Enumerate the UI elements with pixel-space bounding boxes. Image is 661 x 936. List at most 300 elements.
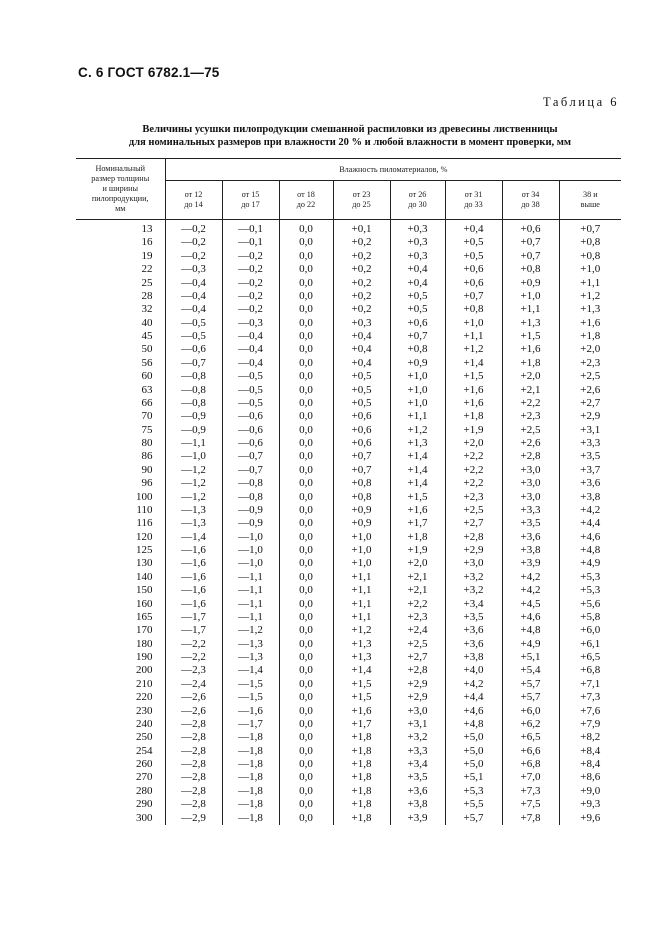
shrinkage-value-cell: +1,1	[333, 598, 390, 611]
shrinkage-value-cell: +0,7	[390, 330, 445, 343]
table-row	[76, 450, 621, 463]
shrinkage-value-cell: +1,2	[333, 624, 390, 637]
shrinkage-value-cell: 0,0	[279, 236, 333, 249]
shrinkage-value-cell: +1,1	[445, 330, 502, 343]
nominal-size-cell: 280	[136, 784, 153, 797]
nominal-size-cell: 63	[141, 383, 153, 396]
shrinkage-value-cell: —1,6	[165, 598, 222, 611]
shrinkage-value-cell: —1,8	[222, 785, 279, 798]
shrinkage-value-cell: +9,0	[559, 785, 621, 798]
shrinkage-value-cell: +8,4	[559, 745, 621, 758]
moisture-column-header-line: 38 и	[582, 190, 598, 199]
shrinkage-value-cell: +0,3	[390, 250, 445, 263]
shrinkage-value-cell: 0,0	[279, 624, 333, 637]
shrinkage-value-cell: —1,6	[222, 705, 279, 718]
shrinkage-value-cell: +2,2	[445, 477, 502, 490]
shrinkage-value-cell: +0,6	[333, 410, 390, 423]
moisture-column-header-line: до 30	[408, 200, 427, 209]
table-row	[76, 691, 621, 704]
shrinkage-value-cell: +2,8	[445, 531, 502, 544]
shrinkage-value-cell: +0,5	[445, 236, 502, 249]
shrinkage-value-cell: +1,4	[390, 477, 445, 490]
shrinkage-value-cell: —1,1	[222, 611, 279, 624]
shrinkage-value-cell: +0,6	[333, 424, 390, 437]
shrinkage-value-cell: +3,7	[559, 464, 621, 477]
shrinkage-value-cell: —2,8	[165, 718, 222, 731]
shrinkage-value-cell: —1,2	[165, 464, 222, 477]
table-row	[76, 638, 621, 651]
nominal-size-cell: 180	[136, 637, 153, 650]
moisture-column-header	[279, 181, 333, 220]
shrinkage-value-cell: +1,1	[333, 584, 390, 597]
moisture-column-header-line: от 26	[408, 190, 427, 199]
shrinkage-value-cell: +3,8	[559, 491, 621, 504]
nominal-size-cell: 130	[136, 557, 153, 570]
shrinkage-value-cell: +5,3	[445, 785, 502, 798]
table-row	[76, 598, 621, 611]
row-header-line: пилопродукции,	[91, 194, 149, 203]
shrinkage-value-cell: +1,5	[390, 491, 445, 504]
table-row	[76, 384, 621, 397]
shrinkage-value-cell: +0,8	[502, 263, 559, 276]
shrinkage-value-cell: +0,2	[333, 277, 390, 290]
shrinkage-value-cell: 0,0	[279, 598, 333, 611]
shrinkage-value-cell: 0,0	[279, 504, 333, 517]
shrinkage-value-cell: +5,0	[445, 745, 502, 758]
shrinkage-value-cell: +0,2	[333, 290, 390, 303]
shrinkage-value-cell: +1,4	[445, 357, 502, 370]
shrinkage-value-cell: +5,7	[502, 691, 559, 704]
shrinkage-value-cell: —2,8	[165, 798, 222, 811]
shrinkage-value-cell: 0,0	[279, 370, 333, 383]
shrinkage-value-cell: —0,6	[165, 343, 222, 356]
shrinkage-value-cell: —0,6	[222, 437, 279, 450]
shrinkage-value-cell: +0,7	[559, 220, 621, 237]
shrinkage-value-cell: —1,1	[222, 584, 279, 597]
table-row	[76, 517, 621, 530]
shrinkage-value-cell: —1,5	[222, 691, 279, 704]
shrinkage-value-cell: 0,0	[279, 705, 333, 718]
shrinkage-value-cell: +3,6	[445, 638, 502, 651]
shrinkage-value-cell: +0,8	[333, 477, 390, 490]
shrinkage-value-cell: —2,8	[165, 745, 222, 758]
shrinkage-value-cell: —0,9	[165, 410, 222, 423]
table-row	[76, 303, 621, 316]
shrinkage-value-cell: 0,0	[279, 277, 333, 290]
shrinkage-value-cell: +3,4	[445, 598, 502, 611]
shrinkage-value-cell: —0,2	[165, 220, 222, 237]
shrinkage-value-cell: +1,3	[502, 317, 559, 330]
shrinkage-value-cell: —0,5	[165, 317, 222, 330]
shrinkage-value-cell: —0,1	[222, 220, 279, 237]
shrinkage-value-cell: +1,8	[333, 758, 390, 771]
shrinkage-value-cell: —0,6	[222, 410, 279, 423]
shrinkage-value-cell: +3,0	[390, 705, 445, 718]
shrinkage-value-cell: +4,0	[445, 664, 502, 677]
shrinkage-value-cell: 0,0	[279, 678, 333, 691]
nominal-size-cell: 70	[141, 410, 153, 423]
shrinkage-value-cell: —0,3	[222, 317, 279, 330]
shrinkage-value-cell: —0,2	[222, 263, 279, 276]
shrinkage-value-cell: +2,0	[445, 437, 502, 450]
nominal-size-cell: 210	[136, 677, 153, 690]
nominal-size-cell: 13	[141, 223, 153, 235]
shrinkage-value-cell: +1,3	[333, 651, 390, 664]
shrinkage-value-cell: +6,5	[559, 651, 621, 664]
moisture-column-header-line: от 15	[241, 190, 260, 199]
shrinkage-value-cell: —0,8	[222, 477, 279, 490]
shrinkage-value-cell: 0,0	[279, 557, 333, 570]
shrinkage-value-cell: +2,2	[445, 464, 502, 477]
moisture-column-header	[559, 181, 621, 220]
row-header-line: и ширины	[102, 184, 138, 193]
shrinkage-value-cell: +1,0	[333, 557, 390, 570]
shrinkage-value-cell: +1,8	[333, 731, 390, 744]
nominal-size-cell: 260	[136, 758, 153, 770]
shrinkage-value-cell: +1,8	[390, 531, 445, 544]
shrinkage-value-cell: —0,5	[222, 370, 279, 383]
nominal-size-cell: 254	[136, 744, 153, 757]
shrinkage-value-cell: +1,0	[333, 531, 390, 544]
shrinkage-value-cell: +5,1	[502, 651, 559, 664]
shrinkage-value-cell: +0,4	[333, 343, 390, 356]
shrinkage-value-cell: +0,7	[502, 236, 559, 249]
moisture-column-header-line: от 18	[297, 190, 315, 199]
table-row	[76, 317, 621, 330]
shrinkage-value-cell: 0,0	[279, 691, 333, 704]
shrinkage-value-cell: +3,8	[390, 798, 445, 811]
shrinkage-value-cell: 0,0	[279, 250, 333, 263]
shrinkage-value-cell: +3,8	[445, 651, 502, 664]
shrinkage-value-cell: 0,0	[279, 330, 333, 343]
shrinkage-value-cell: +2,4	[390, 624, 445, 637]
shrinkage-value-cell: —2,6	[165, 705, 222, 718]
shrinkage-value-cell: +2,2	[445, 450, 502, 463]
table-row	[76, 290, 621, 303]
nominal-size-cell: 45	[141, 330, 153, 342]
shrinkage-value-cell: 0,0	[279, 638, 333, 651]
shrinkage-value-cell: +0,9	[333, 504, 390, 517]
shrinkage-value-cell: +0,1	[333, 220, 390, 237]
shrinkage-value-cell: +1,5	[333, 691, 390, 704]
shrinkage-value-cell: +2,0	[502, 370, 559, 383]
shrinkage-value-cell: +3,2	[390, 731, 445, 744]
shrinkage-value-cell: +0,5	[390, 303, 445, 316]
shrinkage-value-cell: —0,2	[222, 303, 279, 316]
shrinkage-value-cell: +0,8	[390, 343, 445, 356]
shrinkage-value-cell: +0,8	[559, 236, 621, 249]
nominal-size-cell: 75	[141, 423, 153, 436]
shrinkage-value-cell: +0,4	[333, 357, 390, 370]
table-row	[76, 758, 621, 771]
shrinkage-value-cell: 0,0	[279, 544, 333, 557]
nominal-size-cell: 270	[136, 771, 153, 784]
shrinkage-value-cell: +1,6	[559, 317, 621, 330]
shrinkage-value-cell: +4,8	[445, 718, 502, 731]
moisture-column-header	[390, 181, 445, 220]
shrinkage-value-cell: +7,3	[502, 785, 559, 798]
shrinkage-table	[76, 158, 621, 825]
shrinkage-value-cell: —0,2	[222, 250, 279, 263]
shrinkage-value-cell: +7,6	[559, 705, 621, 718]
shrinkage-value-cell: —0,4	[165, 277, 222, 290]
table-row	[76, 343, 621, 356]
shrinkage-value-cell: +0,5	[390, 290, 445, 303]
shrinkage-value-cell: +0,9	[502, 277, 559, 290]
shrinkage-value-cell: +1,0	[390, 397, 445, 410]
nominal-size-cell: 90	[141, 463, 153, 476]
nominal-size-cell: 140	[136, 570, 153, 583]
shrinkage-value-cell: +5,5	[445, 798, 502, 811]
shrinkage-value-cell: +6,0	[502, 705, 559, 718]
shrinkage-value-cell: +1,5	[502, 330, 559, 343]
shrinkage-value-cell: +4,8	[559, 544, 621, 557]
shrinkage-value-cell: +7,0	[502, 771, 559, 784]
shrinkage-value-cell: +3,6	[390, 785, 445, 798]
shrinkage-value-cell: +2,5	[390, 638, 445, 651]
shrinkage-value-cell: —1,3	[165, 517, 222, 530]
shrinkage-value-cell: —1,8	[222, 798, 279, 811]
shrinkage-value-cell: —2,8	[165, 731, 222, 744]
shrinkage-value-cell: +0,3	[390, 236, 445, 249]
shrinkage-value-cell: —1,7	[165, 624, 222, 637]
table-row	[76, 437, 621, 450]
shrinkage-value-cell: 0,0	[279, 785, 333, 798]
shrinkage-value-cell: —0,7	[165, 357, 222, 370]
shrinkage-value-cell: +2,1	[502, 384, 559, 397]
shrinkage-value-cell: —2,4	[165, 678, 222, 691]
nominal-size-cell: 190	[136, 651, 153, 663]
table-caption-line-2: для номинальных размеров при влажности 20 % и любой влажности в момент проверки, мм	[128, 137, 572, 148]
shrinkage-value-cell: +6,8	[559, 664, 621, 677]
shrinkage-value-cell: +0,8	[445, 303, 502, 316]
shrinkage-value-cell: 0,0	[279, 220, 333, 237]
shrinkage-value-cell: +3,5	[502, 517, 559, 530]
shrinkage-value-cell: —0,9	[165, 424, 222, 437]
shrinkage-value-cell: +1,0	[445, 317, 502, 330]
shrinkage-value-cell: +4,2	[502, 584, 559, 597]
shrinkage-value-cell: +1,1	[333, 571, 390, 584]
shrinkage-value-cell: —1,0	[222, 557, 279, 570]
shrinkage-value-cell: +3,2	[445, 571, 502, 584]
shrinkage-value-cell: +1,6	[390, 504, 445, 517]
nominal-size-cell: 125	[136, 544, 153, 556]
moisture-column-header	[445, 181, 502, 220]
shrinkage-value-cell: +5,8	[559, 611, 621, 624]
table-row	[76, 812, 621, 825]
shrinkage-value-cell: +3,2	[445, 584, 502, 597]
shrinkage-value-cell: +1,6	[502, 343, 559, 356]
moisture-column-header-line: до 38	[521, 200, 540, 209]
shrinkage-value-cell: —1,8	[222, 745, 279, 758]
shrinkage-value-cell: +4,6	[559, 531, 621, 544]
shrinkage-value-cell: +2,9	[445, 544, 502, 557]
shrinkage-value-cell: +1,7	[333, 718, 390, 731]
shrinkage-value-cell: 0,0	[279, 263, 333, 276]
shrinkage-value-cell: +7,8	[502, 812, 559, 825]
shrinkage-value-cell: —1,1	[222, 598, 279, 611]
shrinkage-value-cell: 0,0	[279, 718, 333, 731]
table-row	[76, 678, 621, 691]
table-row	[76, 357, 621, 370]
shrinkage-value-cell: +0,8	[559, 250, 621, 263]
table-row	[76, 504, 621, 517]
nominal-size-cell: 80	[141, 437, 153, 449]
table-row	[76, 277, 621, 290]
nominal-size-cell: 66	[141, 396, 153, 409]
nominal-size-cell: 56	[141, 356, 153, 369]
table-row	[76, 745, 621, 758]
shrinkage-value-cell: —0,3	[165, 263, 222, 276]
shrinkage-value-cell: +3,6	[559, 477, 621, 490]
nominal-size-cell: 160	[136, 597, 153, 610]
shrinkage-value-cell: +0,7	[445, 290, 502, 303]
shrinkage-value-cell: +0,2	[333, 236, 390, 249]
table-row	[76, 410, 621, 423]
shrinkage-value-cell: +1,3	[390, 437, 445, 450]
shrinkage-value-cell: 0,0	[279, 424, 333, 437]
nominal-size-cell: 290	[136, 798, 153, 811]
shrinkage-value-cell: 0,0	[279, 437, 333, 450]
shrinkage-value-cell: —1,2	[165, 477, 222, 490]
shrinkage-value-cell: +7,5	[502, 798, 559, 811]
nominal-size-cell: 19	[141, 249, 153, 262]
shrinkage-value-cell: 0,0	[279, 771, 333, 784]
shrinkage-value-cell: +0,9	[333, 517, 390, 530]
shrinkage-value-cell: +3,0	[445, 557, 502, 570]
moisture-column-header	[222, 181, 279, 220]
shrinkage-value-cell: +1,8	[333, 745, 390, 758]
shrinkage-value-cell: +2,1	[390, 584, 445, 597]
shrinkage-value-cell: +1,2	[559, 290, 621, 303]
shrinkage-value-cell: +2,7	[390, 651, 445, 664]
nominal-size-cell: 110	[136, 503, 153, 516]
shrinkage-value-cell: +1,0	[390, 384, 445, 397]
moisture-column-header	[502, 181, 559, 220]
shrinkage-value-cell: —0,4	[222, 343, 279, 356]
table-row	[76, 731, 621, 744]
shrinkage-value-cell: +3,1	[559, 424, 621, 437]
shrinkage-value-cell: 0,0	[279, 531, 333, 544]
shrinkage-value-cell: +9,3	[559, 798, 621, 811]
table-row	[76, 718, 621, 731]
nominal-size-cell: 200	[136, 664, 153, 677]
shrinkage-value-cell: —1,0	[222, 531, 279, 544]
shrinkage-value-cell: +1,4	[390, 450, 445, 463]
shrinkage-value-cell: +0,2	[333, 303, 390, 316]
nominal-size-cell: 116	[136, 517, 153, 530]
shrinkage-value-cell: +2,0	[390, 557, 445, 570]
shrinkage-value-cell: —0,5	[222, 384, 279, 397]
shrinkage-value-cell: +5,7	[445, 812, 502, 825]
shrinkage-value-cell: +4,4	[445, 691, 502, 704]
shrinkage-value-cell: +0,9	[390, 357, 445, 370]
shrinkage-value-cell: —1,2	[222, 624, 279, 637]
shrinkage-value-cell: +2,8	[390, 664, 445, 677]
shrinkage-value-cell: —0,8	[222, 491, 279, 504]
shrinkage-value-cell: —0,9	[222, 504, 279, 517]
shrinkage-value-cell: +1,0	[390, 370, 445, 383]
shrinkage-value-cell: —2,9	[165, 812, 222, 825]
shrinkage-value-cell: —2,6	[165, 691, 222, 704]
shrinkage-value-cell: 0,0	[279, 290, 333, 303]
shrinkage-value-cell: —1,6	[165, 571, 222, 584]
moisture-column-header	[333, 181, 390, 220]
table-row	[76, 611, 621, 624]
shrinkage-value-cell: 0,0	[279, 758, 333, 771]
shrinkage-value-cell: +3,8	[502, 544, 559, 557]
shrinkage-value-cell: +5,7	[502, 678, 559, 691]
shrinkage-value-cell: +4,9	[502, 638, 559, 651]
shrinkage-value-cell: +0,4	[390, 277, 445, 290]
shrinkage-value-cell: +5,3	[559, 571, 621, 584]
shrinkage-value-cell: +5,0	[445, 731, 502, 744]
shrinkage-value-cell: —1,3	[222, 651, 279, 664]
shrinkage-value-cell: +1,4	[333, 664, 390, 677]
shrinkage-value-cell: 0,0	[279, 812, 333, 825]
shrinkage-value-cell: +1,8	[502, 357, 559, 370]
shrinkage-value-cell: +6,5	[502, 731, 559, 744]
table-row	[76, 491, 621, 504]
nominal-size-cell: 60	[141, 370, 153, 383]
shrinkage-value-cell: +1,8	[445, 410, 502, 423]
shrinkage-value-cell: 0,0	[279, 317, 333, 330]
shrinkage-value-cell: 0,0	[279, 303, 333, 316]
shrinkage-value-cell: +3,3	[390, 745, 445, 758]
nominal-size-cell: 165	[136, 610, 153, 623]
shrinkage-value-cell: +5,0	[445, 758, 502, 771]
row-header-line: размер толщины	[91, 174, 150, 183]
shrinkage-value-cell: +7,9	[559, 718, 621, 731]
nominal-size-cell: 40	[141, 316, 153, 329]
shrinkage-value-cell: +1,6	[445, 384, 502, 397]
nominal-size-cell: 50	[141, 343, 153, 356]
shrinkage-value-cell: —2,8	[165, 758, 222, 771]
shrinkage-value-cell: +1,3	[333, 638, 390, 651]
shrinkage-value-cell: +4,6	[445, 705, 502, 718]
shrinkage-value-cell: —1,3	[222, 638, 279, 651]
shrinkage-value-cell: +4,5	[502, 598, 559, 611]
table-row	[76, 464, 621, 477]
nominal-size-cell: 25	[141, 276, 153, 289]
shrinkage-value-cell: +4,9	[559, 557, 621, 570]
page-header: С. 6 ГОСТ 6782.1—75	[78, 65, 220, 80]
shrinkage-value-cell: —0,4	[165, 290, 222, 303]
shrinkage-value-cell: +1,0	[502, 290, 559, 303]
table-row	[76, 705, 621, 718]
table-row	[76, 785, 621, 798]
shrinkage-value-cell: +6,2	[502, 718, 559, 731]
table-row	[76, 651, 621, 664]
nominal-size-cell: 240	[136, 717, 153, 730]
shrinkage-value-cell: +1,1	[390, 410, 445, 423]
shrinkage-value-cell: —1,8	[222, 771, 279, 784]
shrinkage-value-cell: +6,6	[502, 745, 559, 758]
shrinkage-value-cell: +1,8	[333, 812, 390, 825]
shrinkage-value-cell: +3,1	[390, 718, 445, 731]
table-row	[76, 477, 621, 490]
shrinkage-value-cell: +0,8	[333, 491, 390, 504]
shrinkage-value-cell: +4,2	[445, 678, 502, 691]
shrinkage-value-cell: +7,1	[559, 678, 621, 691]
shrinkage-value-cell: +1,2	[445, 343, 502, 356]
shrinkage-value-cell: —2,8	[165, 771, 222, 784]
shrinkage-value-cell: —1,4	[165, 531, 222, 544]
moisture-column-header-line: до 14	[184, 200, 203, 209]
row-header-line: мм	[115, 204, 126, 213]
shrinkage-value-cell: +2,3	[559, 357, 621, 370]
shrinkage-value-cell: +7,3	[559, 691, 621, 704]
